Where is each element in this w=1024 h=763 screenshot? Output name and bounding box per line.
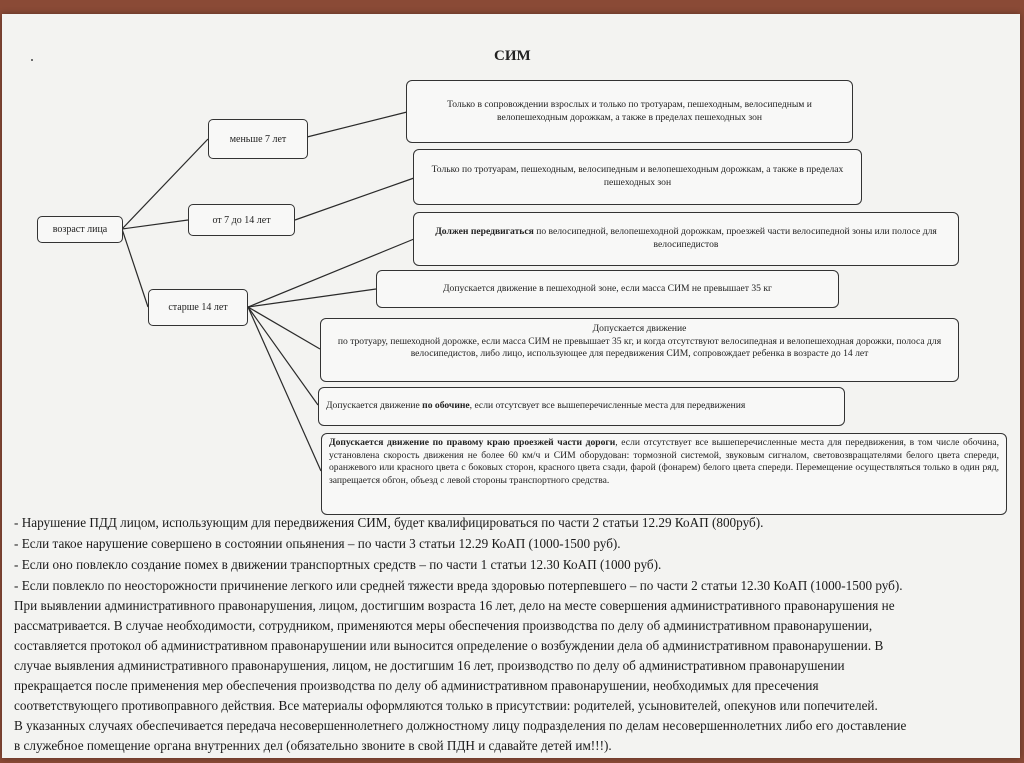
rule-bold-roadway: Допускается движение по правому краю проезжей части дороги <box>329 437 616 448</box>
rule-text-shoulder <box>326 400 745 413</box>
text-line: - Нарушение ПДД лицом, использующим для передвижения СИМ, будет квалифицироваться по части 2 статьи 12.29 КоАП (800руб). <box>14 515 764 530</box>
rule-text-under-7: Только в сопровождении взрослых и только по тротуарам, пешеходным, велосипедным и велопешеходным дорожкам, а также в пределах пешеходных зон <box>447 98 812 123</box>
text-line: соответствующего противоправного действия. Все материалы оформляются только в присутствии: родителей, усыновителей, опекунов или попечителей. <box>14 698 878 713</box>
text-line: рассматривается. В случае необходимости, сотрудником, применяются меры обеспечения производства по делу об административном правонарушении, <box>14 618 873 633</box>
text-line: - Если оно повлекло создание помех в движении транспортных средств – по части 1 статьи 12.30 КоАП (1000 руб). <box>14 557 662 572</box>
node-under-7: меньше 7 лет <box>208 119 308 159</box>
text-line: - Если повлекло по неосторожности причинение легкого или средней тяжести вреда здоровью потерпевшего – по части 2 статьи 12.30 КоАП (1000-1500 руб). <box>14 578 903 593</box>
rule-box-7-to-14 <box>413 149 862 205</box>
text-line: составляется протокол об административном правонарушении или выносится определение о возбуждении дела об административном правонарушении. В <box>14 638 884 653</box>
rule-box-pedestrian-zone <box>376 270 839 308</box>
rule-box-roadway <box>321 433 1007 515</box>
text-line: - Если такое нарушение совершено в состоянии опьянения – по части 3 статьи 12.29 КоАП (1000-1500 руб). <box>14 536 621 551</box>
rule-rest-roadway: , если отсутствует все вышеперечисленные места для передвижения, в том числе обочина, установлена скорость движения не более 60 км/ч и СИМ оборудован: тормозной системой, звуковым сигналом, световозвращателями белого цвета спереди, оранжевого или красного цвета с боковых сторон, красного цвета сзади, фарой (фонарем) белого цвета спереди. Перемещение осуществляться только в один ряд, запрещается обгон, объезд с левой стороны транспортного средства. <box>329 437 999 486</box>
rule-text-7-to-14: Только по тротуарам, пешеходным, велосипедным и велопешеходным дорожкам, а также в пределах пешеходных зон <box>431 164 844 188</box>
node-7-to-14: от 7 до 14 лет <box>188 204 295 236</box>
text-line: В указанных случаях обеспечивается передача несовершеннолетнего должностному лицу подразделения по делам несовершеннолетних либо его доставление <box>14 718 907 733</box>
rule-pre-shoulder: Допускается движение <box>326 400 423 412</box>
rule-text-roadway <box>329 437 999 486</box>
rule-box-shoulder <box>318 387 845 426</box>
text-line: в служебное помещение органа внутренних дел (обязательно звоните в свой ПДН и сдавайте детей им!!!). <box>14 738 612 753</box>
rule-text-pedestrian-zone: Допускается движение в пешеходной зоне, если масса СИМ не превышает 35 кг <box>443 282 772 294</box>
text-line: прекращается после применения мер обеспечения производства по делу об административном правонарушении, необходимых для пресечения <box>14 678 819 693</box>
node-age-of-person: возраст лица <box>37 216 123 243</box>
rule-rest-bike-lane: по велосипедной, велопешеходной дорожкам, проезжей части велосипедной зоны или полосе для велосипедистов <box>533 226 937 250</box>
page-title: СИМ <box>494 48 531 64</box>
rule-bold-shoulder: по обочине <box>422 400 470 412</box>
rule-rest-shoulder: , если отсутсвует все вышеперечисленные места для передвижения <box>469 400 746 412</box>
rule-box-sidewalk <box>320 318 959 382</box>
rule-box-under-7 <box>406 80 853 143</box>
text-line: случае выявления административного правонарушения, лицом, не достигшим 16 лет, производство по делу об административном правонарушении <box>14 658 845 673</box>
rule-text-sidewalk: по тротуару, пешеходной дорожке, если масса СИМ не превышает 35 кг, и когда отсутствуют велосипедная и велопешеходная дорожки, полоса для велосипедистов, либо лицо, использующее для передвижения СИМ, сопровождает ребенка в возрасте до 14 лет <box>337 335 942 360</box>
rule-text-bike-lane <box>421 226 951 251</box>
text-line: При выявлении административного правонарушения, лицом, достигшим возраста 16 лет, дело на месте совершения административного правонарушения не <box>14 598 895 613</box>
rule-bold-must-move: Должен передвигаться <box>435 226 534 238</box>
node-over-14: старше 14 лет <box>148 289 248 326</box>
rule-heading-sidewalk: Допускается движение <box>592 323 687 334</box>
rule-box-bike-lane <box>413 212 959 266</box>
